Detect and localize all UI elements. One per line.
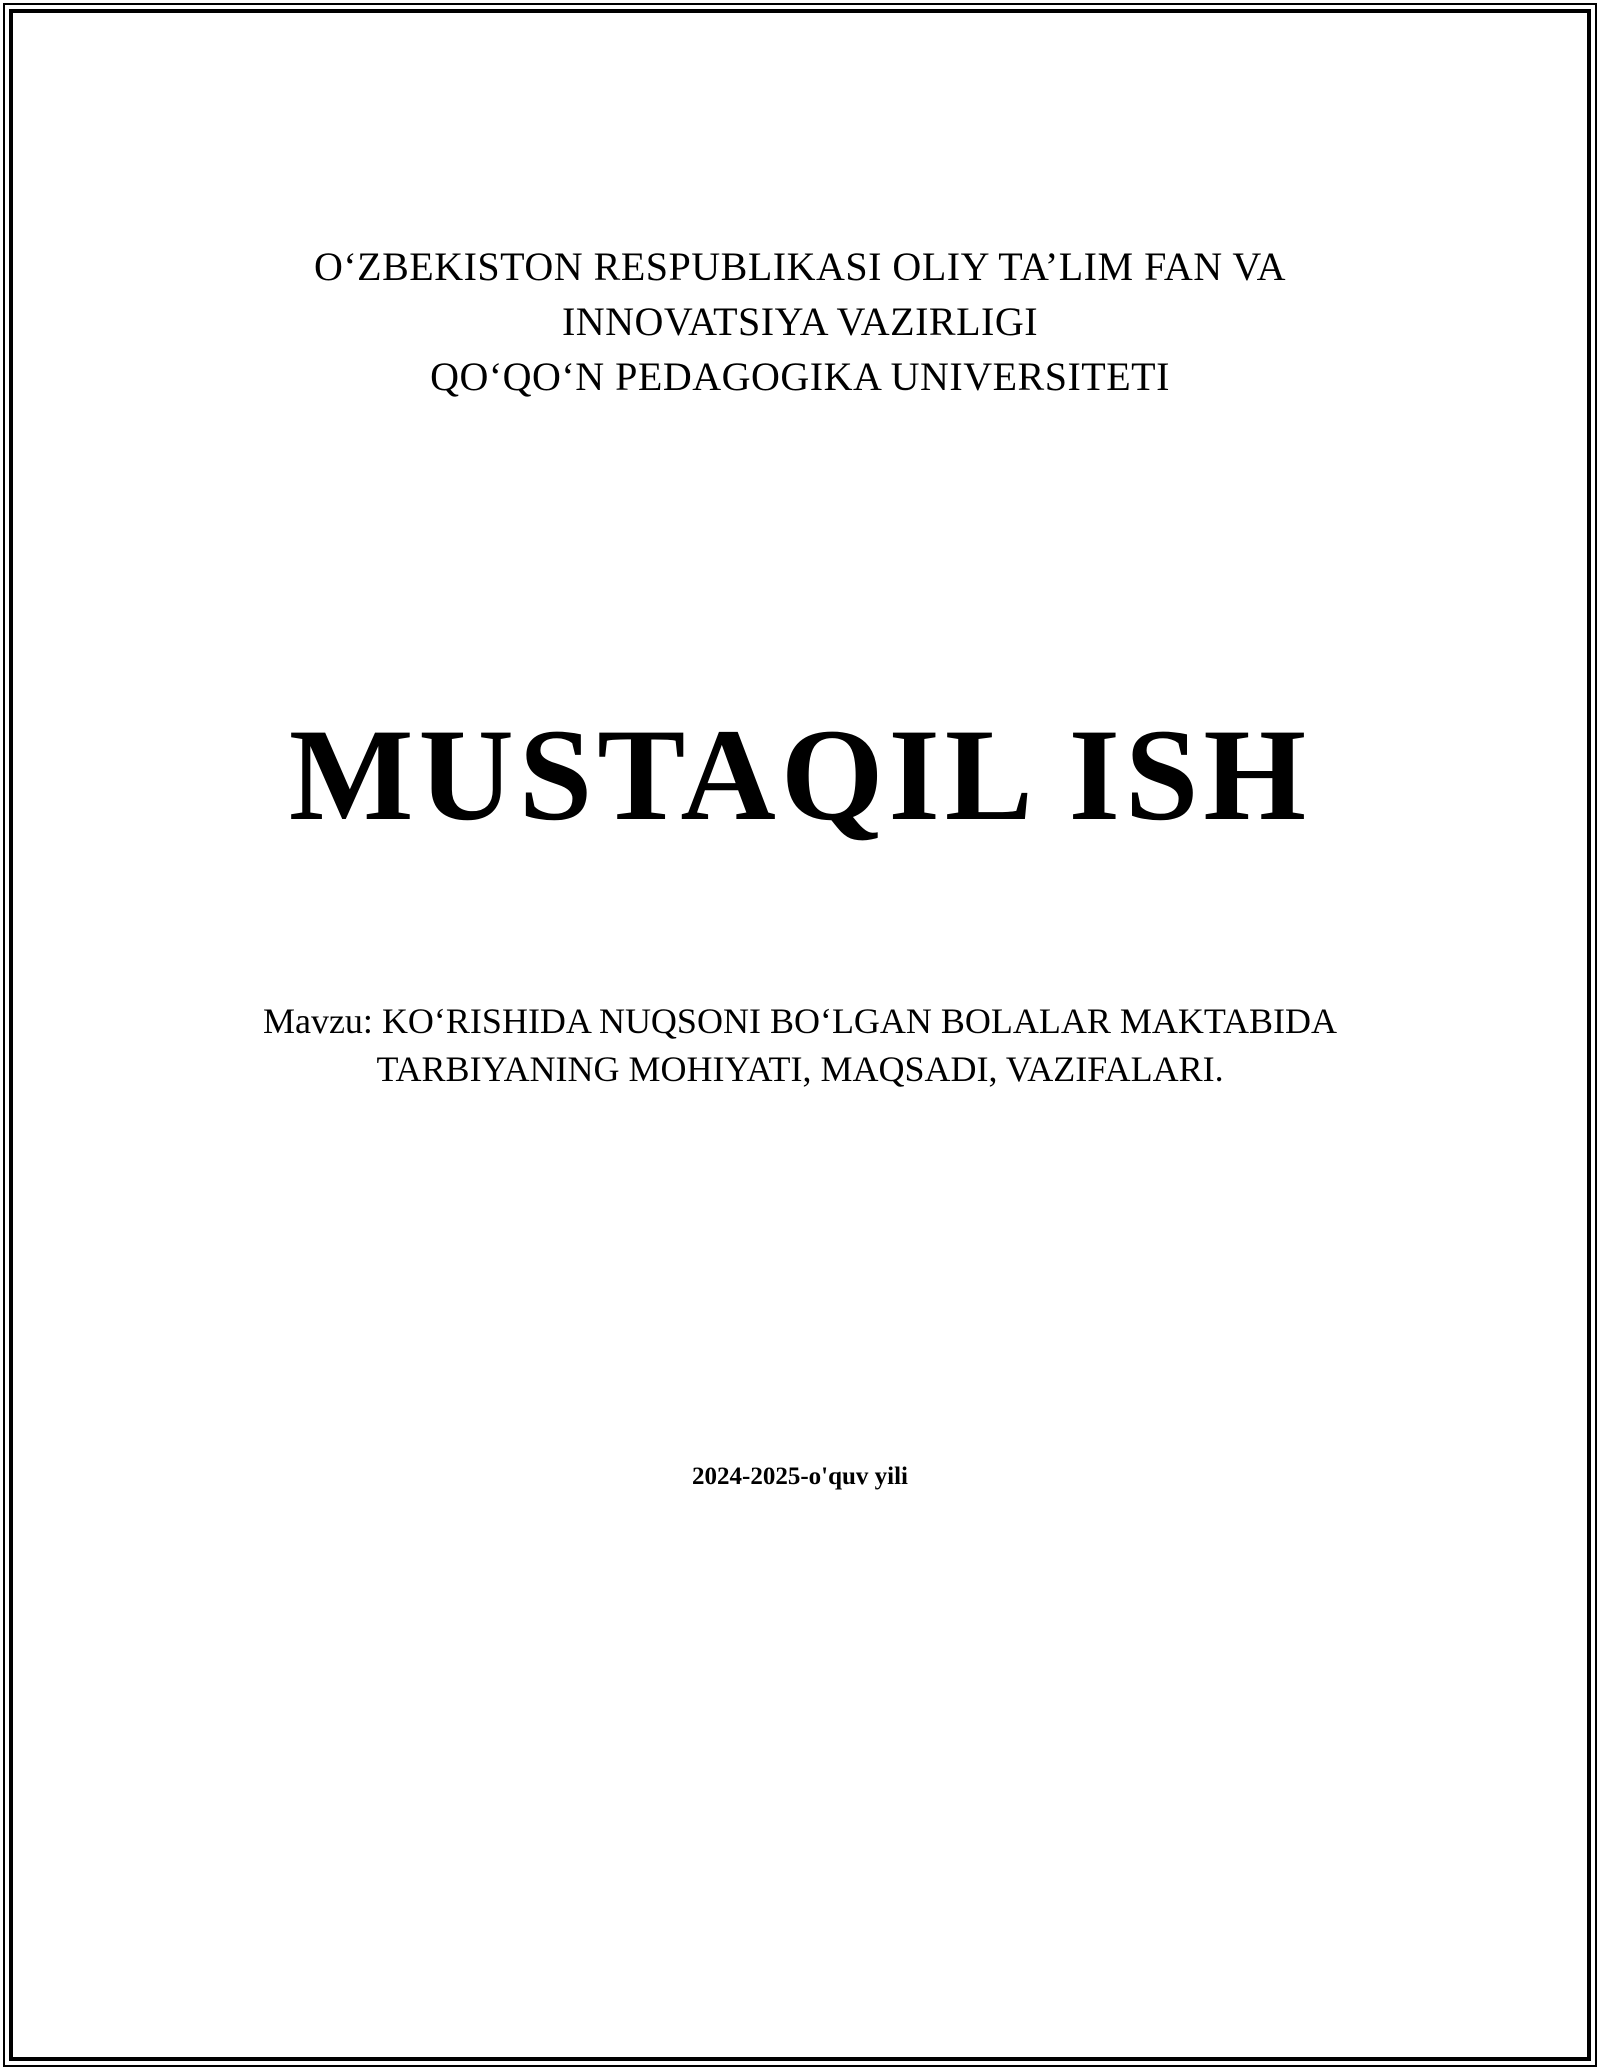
topic-line-2: TARBIYANING MOHIYATI, MAQSADI, VAZIFALARI. — [376, 1049, 1224, 1089]
ministry-header — [13, 239, 1587, 404]
document-title: MUSTAQIL ISH — [288, 701, 1312, 848]
academic-year: 2024-2025-o'quv yili — [692, 1463, 908, 1490]
ministry-header-line-2: INNOVATSIYA VAZIRLIGI — [561, 299, 1039, 344]
topic-line-1: Mavzu: KO‘RISHIDA NUQSONI BO‘LGAN BOLALAR MAKTABIDA — [262, 1001, 1338, 1041]
page-content — [13, 13, 1587, 2057]
ministry-header-line-1: O‘ZBEKISTON RESPUBLIKASI OLIY TA’LIM FAN VA — [313, 244, 1287, 289]
university-name: QO‘QO‘N PEDAGOGIKA UNIVERSITETI — [430, 354, 1170, 399]
topic-block — [13, 997, 1587, 1093]
